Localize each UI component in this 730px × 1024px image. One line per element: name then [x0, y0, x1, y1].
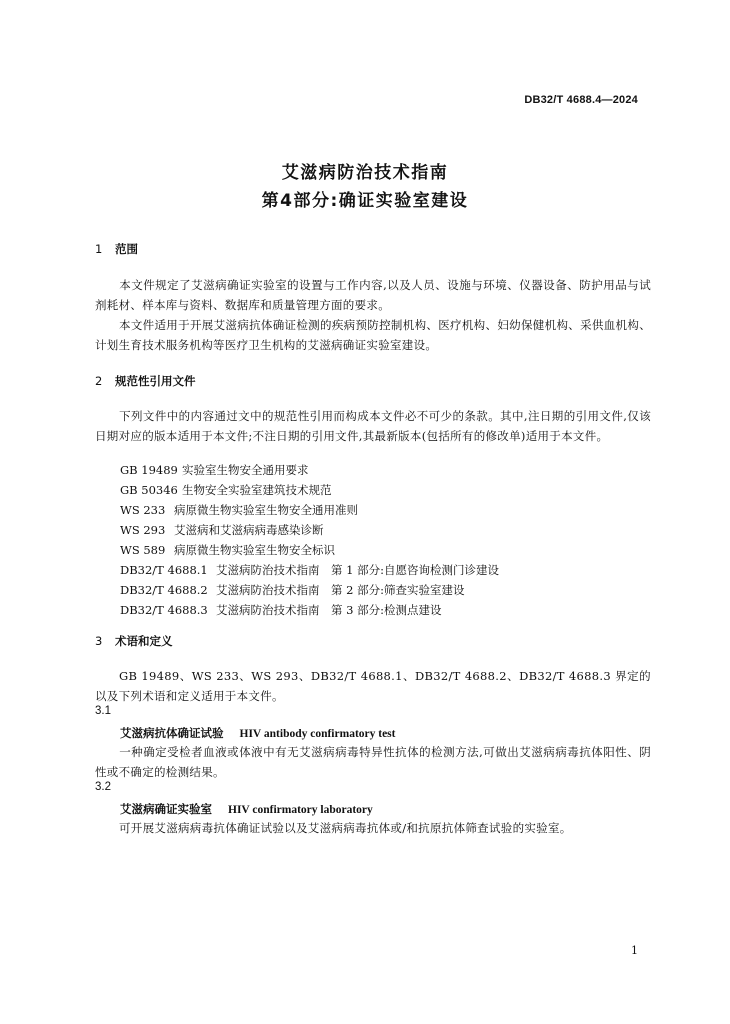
reference-name: 生物安全实验室建筑技术规范 [182, 483, 332, 497]
paragraph-text: 本文件规定了艾滋病确证实验室的设置与工作内容,以及人员、设施与环境、仪器设备、防护用品与试剂耗材、样本库与资料、数据库和质量管理方面的要求。 [95, 278, 651, 312]
reference-name: 艾滋病防治技术指南 第 3 部分:检测点建设 [216, 603, 442, 617]
reference-name: 艾滋病防治技术指南 第 1 部分:自愿咨询检测门诊建设 [216, 563, 499, 577]
reference-code: DB32/T 4688.3 [120, 603, 208, 617]
term-definition [95, 818, 651, 838]
reference-code: DB32/T 4688.1 [120, 563, 208, 577]
definition-text: 一种确定受检者血液或体液中有无艾滋病病毒特异性抗体的检测方法,可做出艾滋病病毒抗体阳性、阴性或不确定的检测结果。 [95, 745, 651, 779]
reference-code: GB 19489 [120, 463, 178, 477]
term-zh: 艾滋病抗体确证试验 [120, 726, 224, 740]
term-number: 3.2 [95, 781, 111, 793]
document-title: 艾滋病防治技术指南 [281, 163, 449, 183]
section-heading-normative-references [95, 373, 196, 389]
paragraph-text: 下列文件中的内容通过文中的规范性引用而构成本文件必不可少的条款。其中,注日期的引用文件,仅该日期对应的版本适用于本文件;不注日期的引用文件,其最新版本(包括所有的修改单)适用于本文件。 [95, 409, 651, 443]
document-subtitle: 第4部分:确证实验室建设 [261, 191, 469, 211]
paragraph [95, 275, 651, 315]
section-number: 1 [95, 242, 103, 256]
reference-name: 病原微生物实验室生物安全标识 [174, 543, 335, 557]
term-en: HIV confirmatory laboratory [228, 804, 373, 816]
reference-name: 艾滋病防治技术指南 第 2 部分:筛查实验室建设 [216, 583, 465, 597]
page-number: 1 [631, 944, 638, 957]
reference-code: WS 293 [120, 523, 166, 537]
reference-item [120, 562, 499, 578]
reference-name: 艾滋病和艾滋病病毒感染诊断 [174, 523, 324, 537]
section-number: 2 [95, 374, 103, 388]
paragraph-text: 本文件适用于开展艾滋病抗体确证检测的疾病预防控制机构、医疗机构、妇幼保健机构、采供血机构、计划生育技术服务机构等医疗卫生机构的艾滋病确证实验室建设。 [95, 318, 651, 352]
standard-number: DB32/T 4688.4—2024 [524, 94, 638, 106]
term-definition [95, 742, 651, 782]
reference-name: 实验室生物安全通用要求 [182, 463, 309, 477]
reference-code: WS 589 [120, 543, 166, 557]
paragraph [95, 315, 651, 355]
reference-item [120, 602, 442, 618]
reference-item [120, 522, 324, 538]
definition-text: 可开展艾滋病病毒抗体确证试验以及艾滋病病毒抗体或/和抗原抗体筛查试验的实验室。 [119, 821, 572, 835]
term-zh: 艾滋病确证实验室 [120, 802, 212, 816]
paragraph [95, 406, 651, 446]
paragraph-text: GB 19489、WS 233、WS 293、DB32/T 4688.1、DB32/T 4688.2、DB32/T 4688.3 界定的以及下列术语和定义适用于本文件。 [95, 669, 651, 703]
reference-item [120, 542, 335, 558]
section-title: 规范性引用文件 [115, 374, 196, 388]
term-title [120, 725, 396, 741]
reference-name: 病原微生物实验室生物安全通用准则 [174, 503, 358, 517]
reference-code: GB 50346 [120, 483, 178, 497]
reference-item [120, 502, 358, 518]
section-title: 术语和定义 [115, 634, 173, 648]
section-heading-terms-and-definitions [95, 633, 173, 649]
section-number: 3 [95, 634, 103, 648]
paragraph [95, 666, 651, 706]
section-heading-scope [95, 241, 138, 257]
reference-code: DB32/T 4688.2 [120, 583, 208, 597]
section-title: 范围 [115, 242, 138, 256]
term-number: 3.1 [95, 705, 111, 717]
reference-item [120, 462, 309, 478]
reference-item [120, 482, 332, 498]
term-en: HIV antibody confirmatory test [239, 728, 396, 740]
reference-item [120, 582, 465, 598]
reference-code: WS 233 [120, 503, 166, 517]
term-title [120, 801, 373, 817]
